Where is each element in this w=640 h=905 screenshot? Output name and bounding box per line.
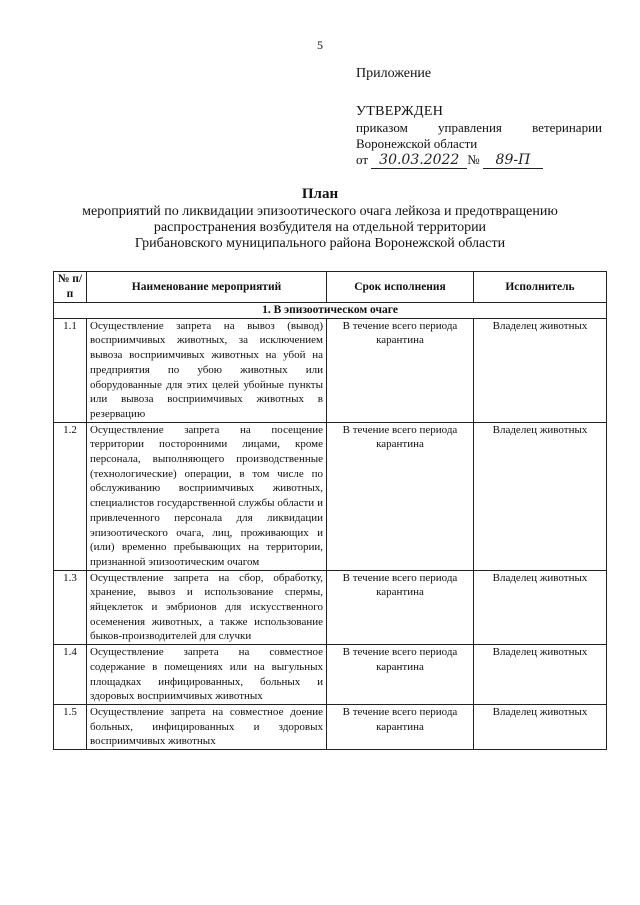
table-row [54,318,607,422]
order-number-label: № [467,152,480,167]
measure-term: В течение всего периода карантина [327,570,474,645]
measure-executor: Владелец животных [474,645,607,705]
header-term: Срок исполнения [327,272,474,303]
row-number: 1.2 [54,422,87,570]
measure-executor: Владелец животных [474,422,607,570]
table-row [54,422,607,570]
order-date-number-line [356,152,602,169]
approved-label: УТВЕРЖДЕН [356,104,444,119]
row-number: 1.4 [54,645,87,705]
measure-name: Осуществление запрета на совместное содержание в помещениях или на выгульных площадках инфицированных, больных и здоровых восприимчивых животных [87,645,327,705]
row-number: 1.3 [54,570,87,645]
document-subtitle [40,204,600,252]
measure-executor: Владелец животных [474,318,607,422]
table-row [54,645,607,705]
measure-term: В течение всего периода карантина [327,318,474,422]
order-date-handwritten: 30.03.2022 [379,152,460,168]
order-number-handwritten: 89-П [495,152,531,168]
measure-name: Осуществление запрета на сбор, обработку, хранение, вывоз и использование спермы, яйцеклеток и эмбрионов для искусственного осеменения животных, а также использование быков-производителей для случки [87,570,327,645]
order-number-field [483,152,543,169]
measures-table [53,271,607,750]
header-name: Наименование мероприятий [87,272,327,303]
annex-label: Приложение [356,66,432,81]
document-title: План [301,186,339,202]
subtitle-line: мероприятий по ликвидации эпизоотического очага лейкоза и предотвращению [82,204,558,219]
measure-name: Осуществление запрета на совместное доение больных, инфицированных и здоровых восприимчивых животных [87,704,327,749]
measure-executor: Владелец животных [474,704,607,749]
measure-executor: Владелец животных [474,570,607,645]
section-title: 1. В эпизоотическом очаге [54,303,607,319]
row-number: 1.1 [54,318,87,422]
measure-term: В течение всего периода карантина [327,645,474,705]
row-number: 1.5 [54,704,87,749]
header-executor: Исполнитель [474,272,607,303]
measure-term: В течение всего периода карантина [327,422,474,570]
table-header-row [54,272,607,303]
order-region-line: Воронежской области [356,136,478,151]
subtitle-line: распространения возбудителя на отдельной территории [153,220,487,235]
page-number: 5 [317,38,323,52]
order-from-label: от [356,152,369,167]
order-date-field [371,152,467,169]
measure-name: Осуществление запрета на вывоз (вывод) восприимчивых животных, за исключением вывоза восприимчивых животных на убой на предприятия по убою животных или оборудованные для этих целей убойные пункты или вывоза восприимчивых животных в резервацию [87,318,327,422]
order-issuer-line: приказом управления ветеринарии [356,120,602,135]
subtitle-line: Грибановского муниципального района Воронежской области [134,236,506,251]
table-row [54,704,607,749]
measure-term: В течение всего периода карантина [327,704,474,749]
measure-name: Осуществление запрета на посещение территории посторонними лицами, кроме персонала, выполняющего производственные (технологические) операции, в том числе по обслуживанию восприимчивых животных, специалистов государственной службы области и привлеченного персонала для ликвидации эпизоотического очага, лиц, проживающих и (или) временно пребывающих на территории, признанной эпизоотическим очагом [87,422,327,570]
section-row [54,303,607,319]
header-num: № п/п [54,272,87,303]
table-row [54,570,607,645]
